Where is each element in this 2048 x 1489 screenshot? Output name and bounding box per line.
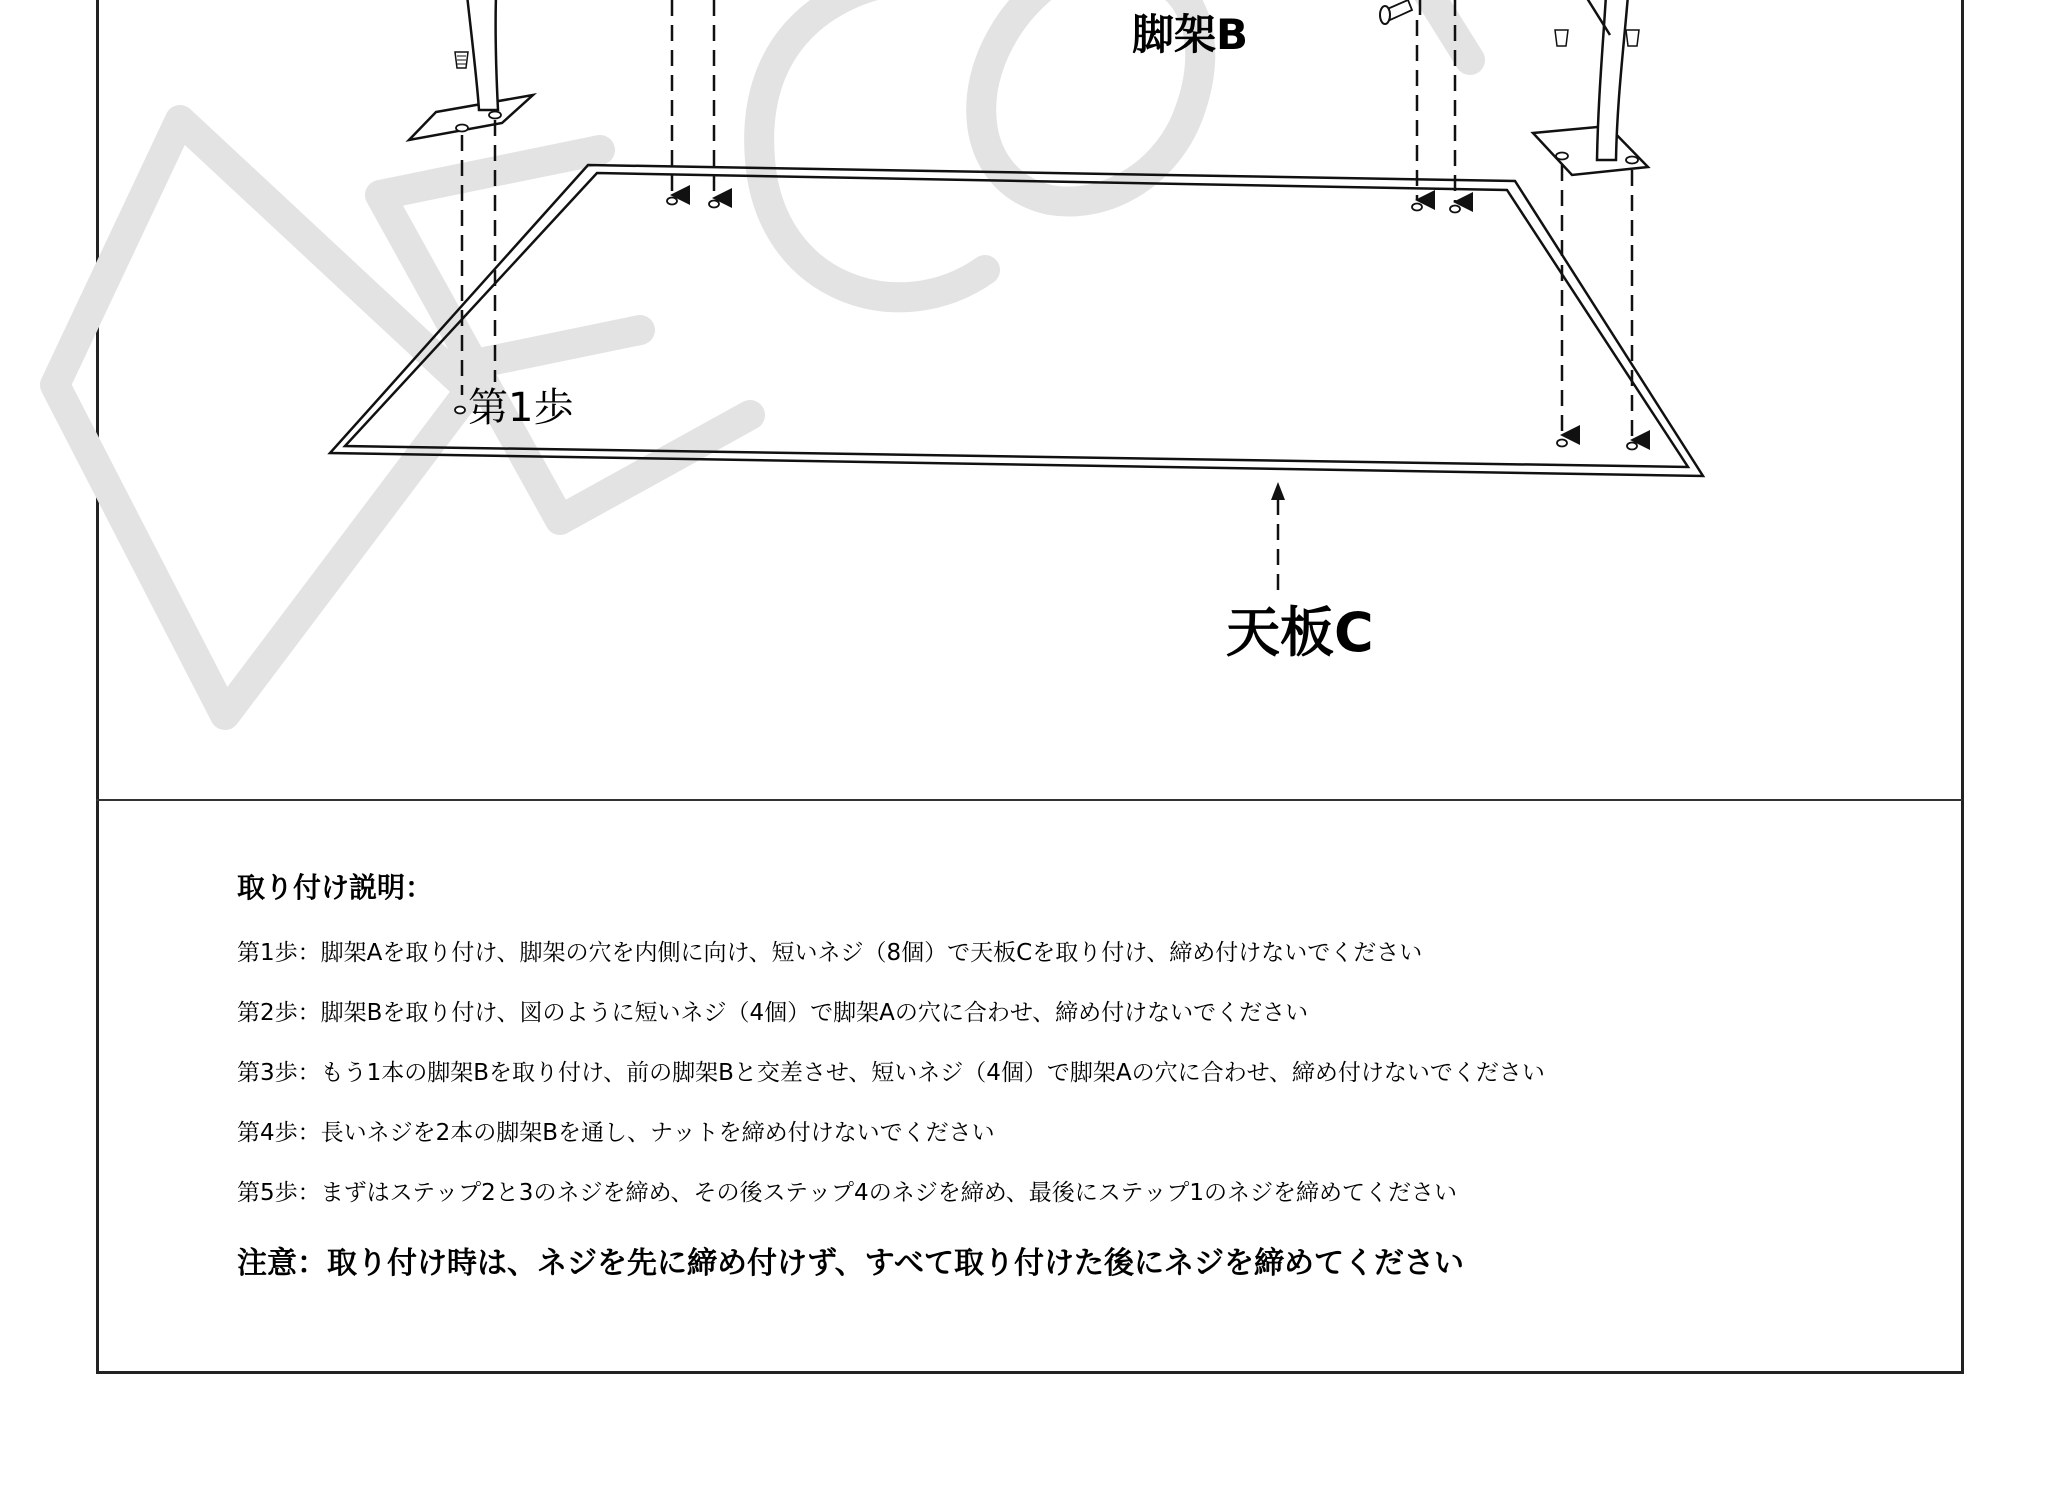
step1-label: 第1歩 — [468, 385, 574, 431]
step-1: 第1歩：脚架Aを取り付け、脚架の穴を内側に向け、短いネジ（8個）で天板Cを取り付け、締め付けないでください — [237, 940, 1423, 966]
leg-b-screw — [1380, 0, 1420, 24]
leg-a-right — [1533, 0, 1648, 175]
section-divider — [96, 799, 1962, 801]
step-5: 第5歩：まずはステップ2と3のネジを締め、その後ステップ4のネジを締め、最後にステップ1のネジを締めてください — [237, 1180, 1457, 1206]
step-3: 第3歩：もう1本の脚架Bを取り付け、前の脚架Bと交差させ、短いネジ（4個）で脚架Aの穴に合わせ、締め付けないでください — [237, 1060, 1545, 1086]
leg-a-left — [409, 0, 533, 140]
caution-note: 注意：取り付け時は、ネジを先に締め付けず、すべて取り付けた後にネジを締めてください — [237, 1246, 1464, 1281]
leg-b-label: 脚架B — [1132, 10, 1249, 59]
step-4: 第4歩：長いネジを2本の脚架Bを通し、ナットを締め付けないでください — [237, 1120, 995, 1146]
top-c-label: 天板C — [1226, 601, 1374, 664]
step-2: 第2歩：脚架Bを取り付け、図のように短いネジ（4個）で脚架Aの穴に合わせ、締め付けないでください — [237, 1000, 1309, 1026]
instructions-title: 取り付け説明： — [237, 871, 434, 904]
pointer-arrow-c — [1271, 482, 1285, 500]
screw-guide-lines — [462, 0, 1632, 590]
instructions-section — [237, 868, 1937, 1282]
